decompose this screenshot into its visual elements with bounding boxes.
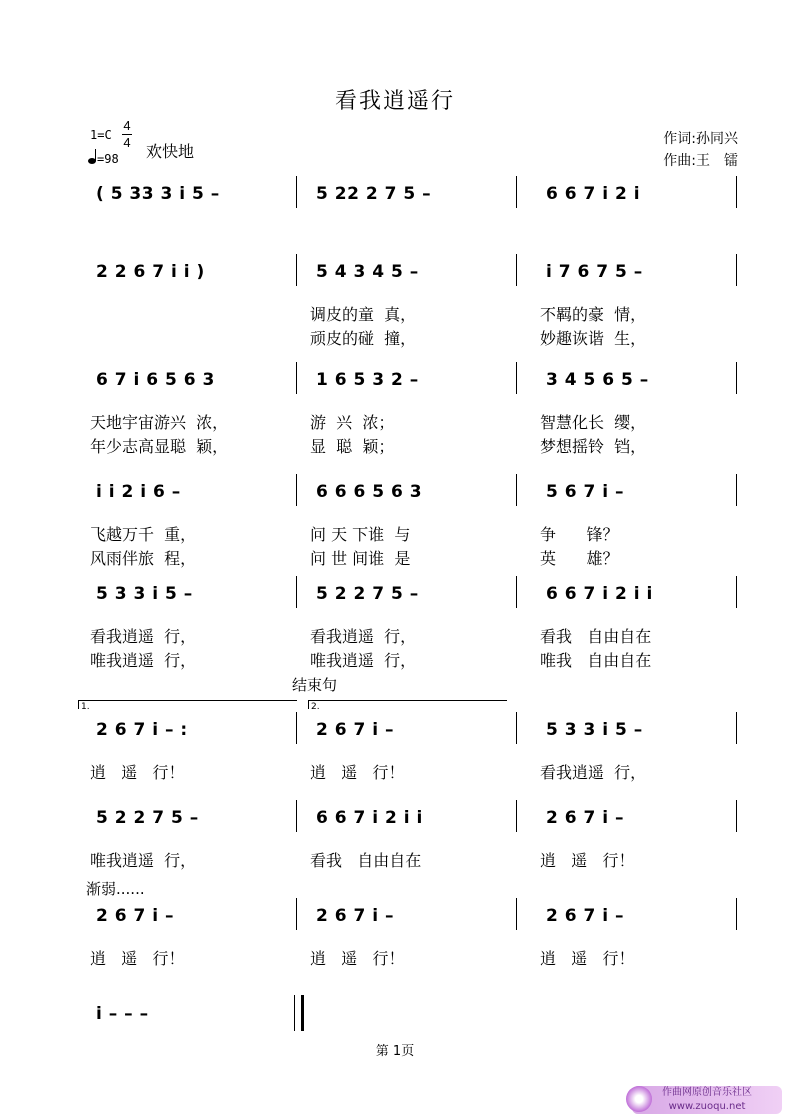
system-5	[0, 584, 790, 670]
system-9	[0, 1004, 790, 1034]
lyric-line: 梦想摇铃 铛，	[540, 437, 647, 456]
lyric-line: 唯我逍遥 行，	[310, 651, 417, 670]
barline	[736, 474, 737, 506]
measure: 3 4 5 6 5 –	[546, 370, 649, 390]
lyric-line: 问 天 下谁 与	[310, 525, 411, 544]
key-signature: 1=C	[90, 128, 112, 142]
barline	[296, 176, 297, 208]
measure: i i 2 i 6 –	[96, 482, 181, 502]
lyric-line: 问 世 间谁 是	[310, 549, 411, 568]
volta-1: 1.	[78, 700, 297, 709]
barline	[516, 176, 517, 208]
lyric-line: 看我逍遥 行，	[540, 763, 647, 782]
barline	[296, 474, 297, 506]
measure: 2 6 7 i –	[546, 808, 624, 828]
lyric-line: 唯我逍遥 行，	[90, 651, 197, 670]
time-sig-bottom: 4	[123, 135, 131, 150]
barline	[296, 712, 297, 744]
page-number: 第 1页	[375, 1044, 415, 1059]
measure: 5 6 7 i –	[546, 482, 624, 502]
system-6	[0, 720, 790, 782]
page-title: 看我逍遥行	[334, 89, 455, 114]
measure: 2 6 7 i –	[316, 720, 394, 740]
barline	[296, 576, 297, 608]
lyric-line: 唯我逍遥 行，	[90, 851, 197, 870]
system-1	[0, 184, 790, 214]
measure: 2 6 7 i –	[546, 906, 624, 926]
lyric-line: 英 雄？	[540, 549, 619, 568]
lyric-line: 争 锋？	[540, 525, 619, 544]
barline	[736, 176, 737, 208]
lyric-line: 风雨伴旅 程，	[90, 549, 197, 568]
lyric-line: 看我 自由自在	[310, 851, 422, 870]
lyric-line: 看我 自由自在	[540, 627, 652, 646]
measure: 5 4 3 4 5 –	[316, 262, 419, 282]
measure: 6 6 6 5 6 3	[316, 482, 423, 502]
lyric-line: 逍 遥 行！	[310, 763, 405, 782]
system-4	[0, 482, 790, 568]
system-7	[0, 808, 790, 870]
barline	[516, 576, 517, 608]
barline	[736, 898, 737, 930]
measure: 5 2 2 7 5 –	[316, 584, 419, 604]
barline	[516, 362, 517, 394]
lyric-line: 看我逍遥 行，	[310, 627, 417, 646]
time-sig-top: 4	[123, 118, 131, 133]
barline	[516, 712, 517, 744]
lyric-line: 游 兴 浓；	[310, 413, 395, 432]
lyric-line: 显 聪 颖；	[310, 437, 395, 456]
barline	[736, 254, 737, 286]
lyric-line: 智慧化长 缨，	[540, 413, 647, 432]
barline	[516, 474, 517, 506]
lyric-line: 看我逍遥 行，	[90, 627, 197, 646]
barline	[296, 800, 297, 832]
system-3	[0, 370, 790, 456]
barline	[296, 254, 297, 286]
lyric-line: 逍 遥 行！	[90, 949, 185, 968]
barline	[516, 254, 517, 286]
barline	[736, 800, 737, 832]
lyric-line: 逍 遥 行！	[310, 949, 405, 968]
measure: ( 5 33 3 i 5 –	[96, 184, 220, 204]
final-barline	[294, 995, 304, 1031]
measure: 6 6 7 i 2 i i	[316, 808, 423, 828]
measure: 2 6 7 i –	[316, 906, 394, 926]
measure: 2 6 7 i –	[96, 906, 174, 926]
system-8	[0, 906, 790, 968]
barline	[516, 800, 517, 832]
barline	[516, 898, 517, 930]
lyric-line: 逍 遥 行！	[90, 763, 185, 782]
measure: 5 2 2 7 5 –	[96, 808, 199, 828]
lyric-line: 飞越万千 重，	[90, 525, 197, 544]
composer: 作曲:王 镭	[663, 153, 738, 169]
barline	[296, 362, 297, 394]
measure: 5 3 3 i 5 –	[546, 720, 643, 740]
measure: 6 6 7 i 2 i i	[546, 584, 653, 604]
lyric-line: 顽皮的碰 撞，	[310, 329, 417, 348]
lyricist: 作词:孙同兴	[663, 131, 738, 147]
lyric-line: 妙趣诙谐 生，	[540, 329, 647, 348]
credits	[663, 128, 738, 172]
lyric-line: 年少志高显聪 颖，	[90, 437, 229, 456]
barline	[736, 362, 737, 394]
lyric-line: 逍 遥 行！	[540, 949, 635, 968]
measure: i 7 6 7 5 –	[546, 262, 643, 282]
lyric-line: 天地宇宙游兴 浓，	[90, 413, 229, 432]
system-2	[0, 262, 790, 348]
measure: 6 6 7 i 2 i	[546, 184, 641, 204]
measure: i – – –	[96, 1004, 149, 1024]
music-logo-icon	[626, 1086, 652, 1112]
diminuendo-label: 渐弱......	[86, 880, 145, 898]
quarter-note-icon	[88, 158, 96, 164]
measure: 1 6 5 3 2 –	[316, 370, 419, 390]
time-signature	[122, 119, 132, 150]
barline	[736, 712, 737, 744]
lyric-line: 唯我 自由自在	[540, 651, 652, 670]
tempo-mark: =98	[88, 152, 119, 166]
lyric-line: 逍 遥 行！	[540, 851, 635, 870]
barline	[736, 576, 737, 608]
ending-label: 结束句	[292, 676, 338, 694]
lyric-line: 调皮的童 真，	[310, 305, 417, 324]
lyric-line: 不羁的豪 情，	[540, 305, 647, 324]
measure: 2 6 7 i – :	[96, 720, 188, 740]
measure: 5 3 3 i 5 –	[96, 584, 193, 604]
volta-2: 2.	[308, 700, 507, 709]
expression-mark: 欢快地	[146, 142, 195, 161]
watermark: 作曲网原创音乐社区 www.zuoqu.net	[632, 1086, 782, 1114]
barline	[296, 898, 297, 930]
measure: 6 7 i 6 5 6 3	[96, 370, 215, 390]
measure: 2 2 6 7 i i )	[96, 262, 205, 282]
measure: 5 22 2 7 5 –	[316, 184, 432, 204]
